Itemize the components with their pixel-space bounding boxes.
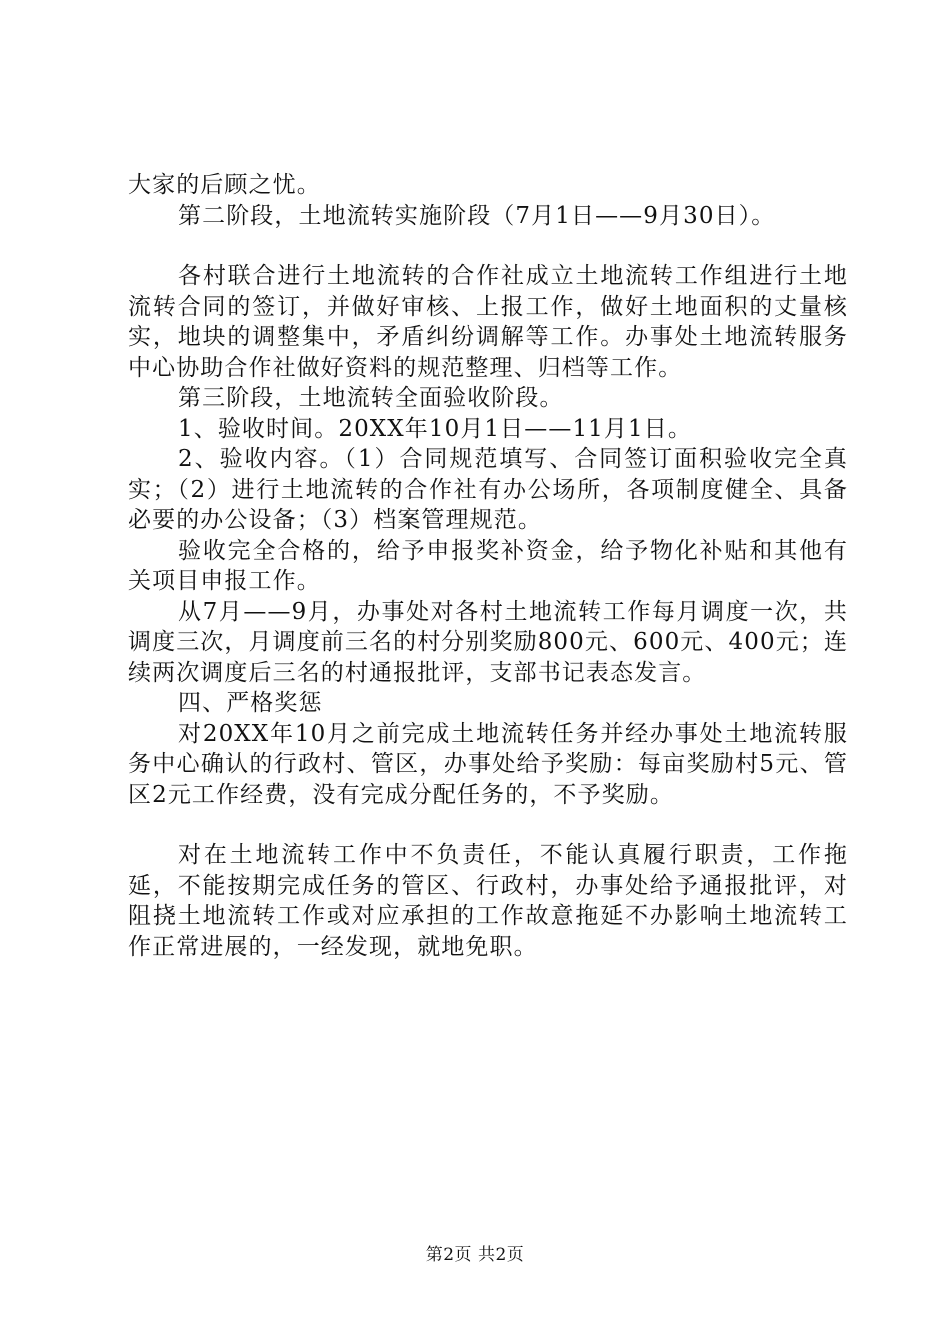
paragraph-acceptance-time: 1、验收时间。20XX年10月1日——11月1日。 bbox=[178, 415, 692, 442]
paragraph-stage-two-body: 各村联合进行土地流转的合作社成立土地流转工作组进行土地流转合同的签订，并做好审核、上报工作，做好土地面积的丈量核实，地块的调整集中，矛盾纠纷调解等工作。办事处土地流转服务中心协助合作社做好资料的规范整理、归档等工作。 bbox=[128, 263, 848, 381]
paragraph-stage-three-heading: 第三阶段，土地流转全面验收阶段。 bbox=[178, 385, 564, 411]
page-number-footer: 第2页 共2页 bbox=[425, 1245, 525, 1265]
paragraph-rewards: 对20XX年10月之前完成土地流转任务并经办事处土地流转服务中心确认的行政村、管区，办事处给予奖励：每亩奖励村5元、管区2元工作经费，没有完成分配任务的，不予奖励。 bbox=[128, 720, 848, 808]
paragraph-penalties: 对在土地流转工作中不负责任，不能认真履行职责，工作拖延，不能按期完成任务的管区、行政村，办事处给予通报批评，对阻挠土地流转工作或对应承担的工作故意拖延不办影响土地流转工作正常进展的，一经发现，就地免职。 bbox=[128, 842, 848, 960]
paragraph-acceptance-result: 验收完全合格的，给予申报奖补资金，给予物化补贴和其他有关项目申报工作。 bbox=[128, 537, 848, 594]
paragraph-acceptance-content: 2、验收内容。（1）合同规范填写、合同签订面积验收完全真实；（2）进行土地流转的合作社有办公场所，各项制度健全、具备必要的办公设备；（3）档案管理规范。 bbox=[128, 446, 848, 533]
paragraph-section-four-heading: 四、严格奖惩 bbox=[178, 690, 323, 716]
paragraph-monthly-schedule: 从7月——9月，办事处对各村土地流转工作每月调度一次，共调度三次，月调度前三名的村分别奖励800元、600元、400元；连续两次调度后三名的村通报批评，支部书记表态发言。 bbox=[128, 598, 848, 686]
paragraph-continuation: 大家的后顾之忧。 bbox=[128, 172, 321, 198]
paragraph-stage-two-heading: 第二阶段，土地流转实施阶段（7月1日——9月30日）。 bbox=[178, 202, 776, 229]
document-body bbox=[128, 170, 848, 962]
